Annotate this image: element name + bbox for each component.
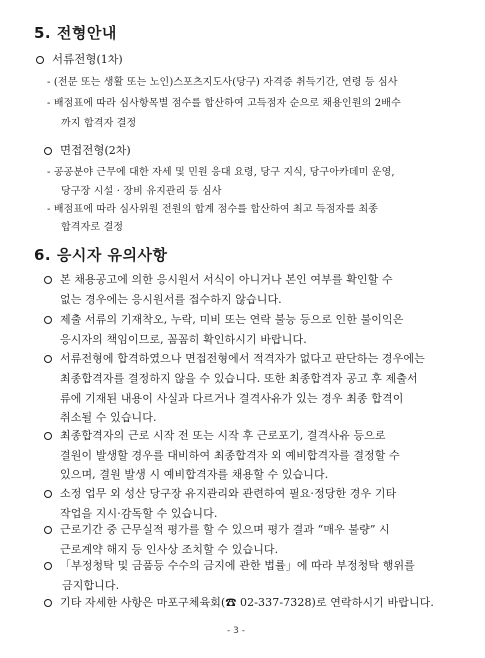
circle-bullet-icon (44, 355, 52, 363)
notice-line: 작업을 지시·감독할 수 있습니다. (60, 507, 218, 520)
circle-bullet-icon (44, 316, 52, 324)
notice-line: 기타 자세한 사항은 마포구체육회(☎ 02-337-7328)로 연락하시기 바랍니다. (60, 596, 435, 609)
notice-line: 응시자의 책임이므로, 꼼꼼히 확인하시기 바랍니다. (60, 333, 307, 346)
circle-bullet-icon (44, 526, 52, 534)
notice-line: 결원이 발생할 경우를 대비하여 최종합격자 외 예비합격자를 결정할 수 (60, 449, 400, 462)
circle-bullet-icon (44, 490, 52, 498)
interview-title (60, 142, 131, 158)
notice-line: 소정 업무 외 성산 당구장 유지관리와 관련하여 필요·정당한 경우 기타 (60, 487, 397, 500)
section-5-heading: 5. 전형안내 (34, 24, 117, 42)
interview-bullet-2-cont: 합격자로 결정 (61, 222, 124, 233)
notice-line: 「부정청탁 및 금품등 수수의 금지에 관한 법률」에 따라 부정청탁 행위를 (60, 559, 415, 572)
notice-line: 류에 기재된 내용이 사실과 다르거나 결격사유가 있는 경우 최종 합격이 (60, 392, 404, 405)
notice-line: 본 채용공고에 의한 응시원서 서식이 아니거나 본인 여부를 확인할 수 (60, 273, 393, 286)
notice-line: 근로계약 해지 등 인사상 조치할 수 있습니다. (60, 543, 279, 556)
notice-line: 취소될 수 있습니다. (60, 411, 157, 424)
circle-bullet-icon (36, 56, 44, 64)
interview-bullet-2: - 배점표에 따라 심사위원 전원의 합계 점수를 합산하여 최고 득점자를 최종 (47, 204, 379, 215)
notice-line: 서류전형에 합격하였으나 면접전형에서 적격자가 없다고 판단하는 경우에는 (60, 352, 425, 365)
page-number: - 3 - (227, 626, 245, 636)
notice-line: 제출 서류의 기재착오, 누락, 미비 또는 연락 불능 등으로 인한 불이익은 (60, 313, 404, 326)
doc-screen-bullet-1: - (전문 또는 생활 또는 노인)스포츠지도사(당구) 자격증 취득기간, 연령 등 심사 (47, 77, 398, 88)
notice-line: 최종합격자를 결정하지 않을 수 있습니다. 또한 최종합격자 공고 후 제출서 (60, 372, 418, 385)
doc-screen-bullet-2-cont: 까지 합격자 결정 (61, 118, 137, 129)
section-6-heading: 6. 응시자 유의사항 (34, 246, 168, 264)
interview-bullet-1: - 공공분야 근무에 대한 자세 및 민원 응대 요령, 당구 지식, 당구아카데미 운영, (47, 167, 395, 178)
interview-suffix: (2차) (104, 144, 131, 157)
document-screening-title (52, 51, 123, 67)
doc-screen-bullet-2: - 배점표에 따라 심사항목별 점수를 합산하여 고득점자 순으로 채용인원의 2배수 (47, 98, 401, 109)
notice-line: 없는 경우에는 응시원서를 접수하지 않습니다. (60, 293, 282, 306)
doc-screen-suffix: (1차) (96, 53, 123, 66)
notice-line: 근로기간 중 근무실적 평가를 할 수 있으며 평가 결과 “매우 불량” 시 (60, 523, 390, 536)
notice-line: 있으며, 결원 발생 시 예비합격자를 채용할 수 있습니다. (60, 468, 329, 481)
circle-bullet-icon (44, 562, 52, 570)
doc-screen-title-text: 서류전형 (52, 52, 97, 66)
interview-bullet-1-cont: 당구장 시설 · 장비 유지관리 등 심사 (61, 186, 222, 197)
circle-bullet-icon (44, 599, 52, 607)
circle-bullet-icon (44, 432, 52, 440)
interview-title-text: 면접전형 (60, 143, 105, 157)
circle-bullet-icon (44, 147, 52, 155)
circle-bullet-icon (44, 276, 52, 284)
notice-line: 금지합니다. (62, 579, 120, 592)
notice-line: 최종합격자의 근로 시작 전 또는 시작 후 근로포기, 결격사유 등으로 (60, 429, 386, 442)
